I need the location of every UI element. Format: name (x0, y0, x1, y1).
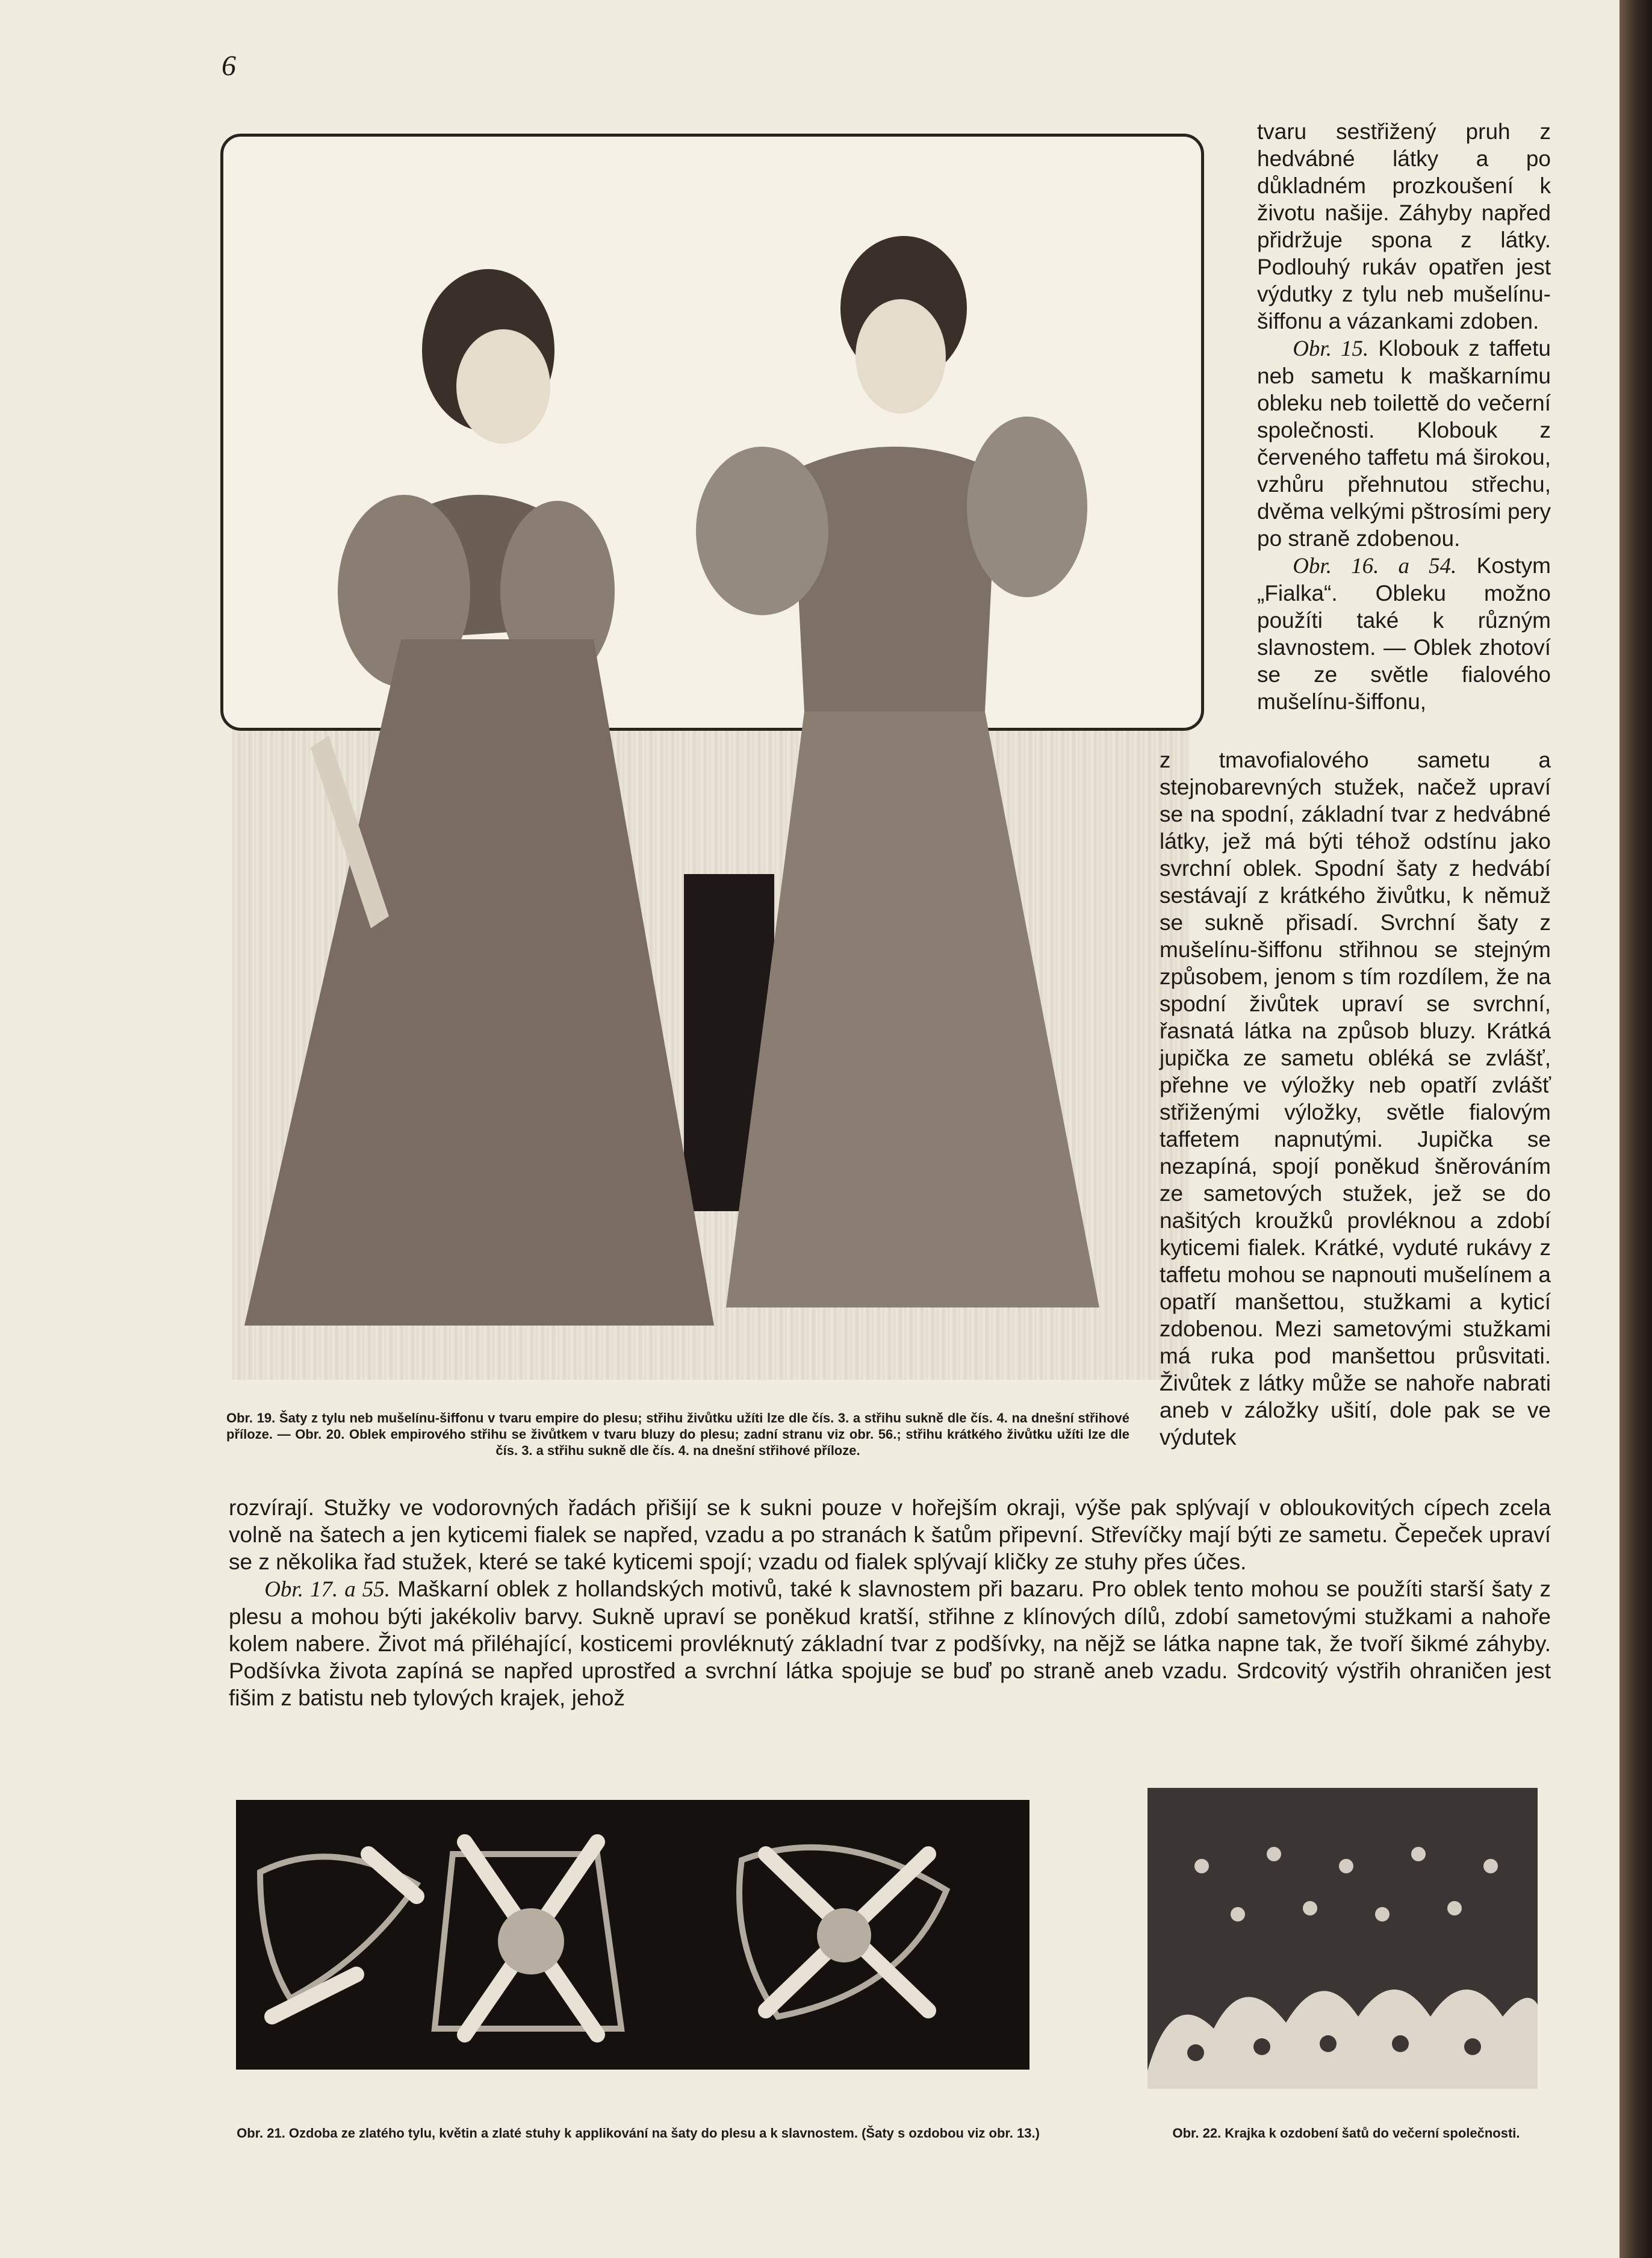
right-column-lower (1160, 746, 1551, 1451)
figure-ref-15: Obr. 15. (1293, 337, 1369, 361)
right-woman-figure (696, 236, 1099, 1307)
book-binding-edge (1619, 0, 1652, 2258)
paragraph-obr-17 (229, 1575, 1551, 1711)
figure-19-20-caption: Obr. 19. Šaty z tylu neb mušelínu-šiffonu v tvaru empire do plesu; střihu živůtku užíti lze dle čís. 3. a střihu sukně dle čís. 4. na dnešní střihové příloze. — Obr. 20. Oblek empirového střihu se živůtkem v tvaru bluzy do plesu; zadní stranu viz obr. 56.; střihu krátkého živůtku užíti lze dle čís. 3. a střihu sukně dle čís. 4. na dnešní střihové příloze. (226, 1410, 1129, 1458)
right-column-upper (1257, 118, 1551, 715)
paragraph-obr-15-text: Klobouk z taffetu neb sametu k maškarnímu obleku neb toilettě do večerní společnosti. Klobouk z červeného taffetu má širokou, vzhůru přehnutou střechu, dvěma velkými pštrosími pery po straně zdobenou. (1257, 336, 1551, 551)
paragraph-obr-15 (1257, 335, 1551, 552)
gold-tulle-ornament (236, 1800, 1029, 2070)
paragraph-obr-16-continued: z tmavofialového sametu a stejnobarevných stužek, načež upraví se na spodní, základní tvar z hedvábné látky, jež má býti téhož odstínu jako svrchní oblek. Spodní šaty z hedvábí sestávají z krátkého živůtku, k němuž se sukně přisadí. Svrchní šaty z mušelínu-šiffonu střihnou se stejným způsobem, jenom s tím rozdílem, že na spodní živůtek upraví se svrchní, řasnatá látka na způsob bluzy. Krátká jupička ze sametu obléká se zvlášť, přehne ve výložky neb opatří zvlášť střiženými výložky, světle fialovým taffetem napnutými. Jupička se nezapíná, spojí poněkud šněrováním ze sametových stužek, jež se do našitých kroužků provléknou a zdobí kyticemi fialek. Krátké, vyduté rukávy z taffetu mohou se napnouti mušelínem a opatří manšettou, stužkami a kyticí zdobenou. Mezi sametovými stužkami má ruka pod manšettou průsvitati. Živůtek z látky může se nahoře nabrati aneb v záložky ušití, dole pak se ve výdutek (1160, 748, 1551, 1450)
paragraph-obr-17-text: Maškarní oblek z hollandských motivů, také k slavnostem při bazaru. Pro oblek tento mohou se použíti starší šaty z plesu a mohou býti jakékoliv barvy. Sukně upraví se poněkud kratší, střihne z klínových dílů, zdobí sametovými stužkami a nahoře kolem nabere. Život má přiléhající, kosticemi provléknutý základní tvar z podšívky, na nějž se látka napne tak, že tvoří šikmé záhyby. Podšívka života zapíná se napřed uprostřed a svrchní látka spojuje se buď po straně aneb vzadu. Srdcovitý výstřih ohraničen jest fišim z batistu neb tylových krajek, jehož (229, 1577, 1551, 1710)
ornament-image-fig21 (236, 1800, 1029, 2070)
body-text-full-width (229, 1494, 1551, 1711)
figure-22-caption: Obr. 22. Krajka k ozdobení šatů do večerní společnosti. (1172, 2126, 1520, 2141)
figure-ref-16-54: Obr. 16. a 54. (1293, 554, 1457, 578)
lace-edging (1147, 1788, 1538, 2089)
paragraph-obr-16 (1257, 552, 1551, 715)
page-number: 6 (222, 50, 236, 82)
flower-center-icon (498, 1908, 564, 1974)
figure-21-caption: Obr. 21. Ozdoba ze zlatého tylu, květin a zlaté stuhy k applikování na šaty do plesu a k slavnostem. (Šaty s ozdobou viz obr. 13.) (237, 2126, 1040, 2141)
left-woman-figure (244, 269, 714, 1326)
paragraph-1: tvaru sestřižený pruh z hedvábné látky a po důkladném prozkoušení k životu našije. Záhyby napřed přidržuje spona z látky. Podlouhý rukáv opatřen jest výdutky z tylu neb mušelínu-šiffonu a vázankami zdoben. (1257, 119, 1551, 333)
fashion-illustration-fig19-20 (220, 134, 1196, 1386)
lace-image-fig22 (1147, 1788, 1538, 2089)
figure-ref-17-55: Obr. 17. a 55. (264, 1577, 391, 1602)
paragraph-continuation: rozvírají. Stužky ve vodorovných řadách přišijí se k sukni pouze v hořejším okraji, výše pak splývají v obloukovitých cípech zcela volně na šatech a jen kyticemi fialek se napřed, vzadu a po stranách k šatům připevní. Střevíčky mají býti ze sametu. Čepeček upraví se z několika řad stužek, které se také kyticemi spojí; vzadu od fialek splývají kličky ze stuhy přes účes. (229, 1495, 1551, 1574)
two-women-figure (220, 134, 1196, 1386)
paragraph-obr-16-text: Kostym „Fialka“. Obleku možno použíti také k různým slavnostem. — Oblek zhotoví se ze světle fialového mušelínu-šiffonu, (1257, 553, 1551, 714)
